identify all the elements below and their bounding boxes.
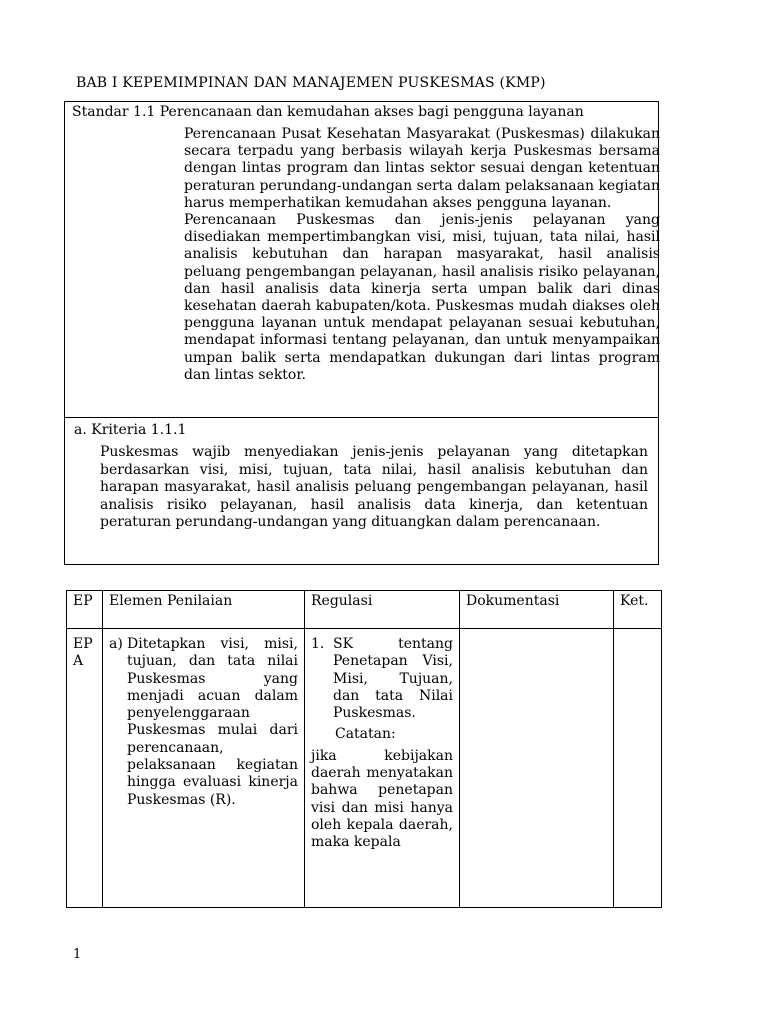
section-divider [65, 417, 658, 418]
ep-letter: A [73, 653, 84, 669]
ket-cell [614, 629, 662, 908]
header-ep: EP [67, 591, 103, 629]
elemen-text: Ditetapkan visi, misi, tujuan, dan tata nilai Puskesmas yang menjadi acuan dalam penyelenggaraan Puskesmas mulai dari perencanaan, pelaksanaan kegiatan hingga evaluasi kinerja Puskesmas (R). [127, 636, 298, 808]
table-header-row [67, 591, 662, 629]
ep-cell [67, 629, 103, 908]
header-ket: Ket. [614, 591, 662, 629]
header-regulasi: Regulasi [305, 591, 460, 629]
header-dokumentasi: Dokumentasi [460, 591, 614, 629]
catatan-text: jika kebijakan daerah menyatakan bahwa penetapan visi dan misi hanya oleh kepala daerah, maka kepala [311, 747, 453, 851]
elemen-marker: a) [109, 636, 123, 652]
criteria-title: a. Kriteria 1.1.1 [74, 422, 187, 438]
standard-title: Standar 1.1 Perencanaan dan kemudahan akses bagi pengguna layanan [72, 104, 584, 120]
catatan-label: Catatan: [335, 726, 396, 743]
standard-description [184, 126, 660, 384]
standard-box [64, 101, 659, 565]
regulasi-text: SK tentang Penetapan Visi, Misi, Tujuan, dan tata Nilai Puskesmas. [333, 636, 453, 722]
regulasi-cell [305, 629, 460, 908]
ep-label: EP [73, 636, 93, 652]
elemen-cell [103, 629, 305, 908]
page-number: 1 [73, 947, 82, 962]
criteria-text: Puskesmas wajib menyediakan jenis-jenis pelayanan yang ditetapkan berdasarkan visi, misi, tujuan, tata nilai, hasil analisis kebutuhan dan harapan masyarakat, hasil analisis peluang pengembangan pelayanan, hasil analisis risiko pelayanan, hasil analisis data kinerja, dan ketentuan peraturan perundang-undangan yang dituangkan dalam perencanaan. [100, 444, 648, 531]
table-row [67, 629, 662, 908]
assessment-table [66, 590, 662, 908]
regulasi-number: 1. [311, 636, 325, 652]
standard-paragraph: Perencanaan Pusat Kesehatan Masyarakat (Puskesmas) dilakukan secara terpadu yang berbasis wilayah kerja Puskesmas bersama dengan lintas program dan lintas sektor sesuai dengan ketentuan peraturan perundang-undangan serta dalam pelaksanaan kegiatan harus memperhatikan kemudahan akses pengguna layanan. [184, 126, 660, 211]
dokumentasi-cell [460, 629, 614, 908]
standard-paragraph: Perencanaan Puskesmas dan jenis-jenis pelayanan yang disediakan mempertimbangkan visi, misi, tujuan, tata nilai, hasil analisis kebutuhan dan harapan masyarakat, hasil analisis peluang pengembangan pelayanan, hasil analisis risiko pelayanan, dan hasil analisis data kinerja serta umpan balik dari dinas kesehatan daerah kabupaten/kota. Puskesmas mudah diakses oleh pengguna layanan untuk mendapat pelayanan sesuai kebutuhan, mendapat informasi tentang pelayanan, dan untuk menyampaikan umpan balik serta mendapatkan dukungan dari lintas program dan lintas sektor. [184, 212, 660, 383]
page-heading: BAB I KEPEMIMPINAN DAN MANAJEMEN PUSKESMAS (KMP) [76, 75, 546, 91]
header-elemen-penilaian: Elemen Penilaian [103, 591, 305, 629]
